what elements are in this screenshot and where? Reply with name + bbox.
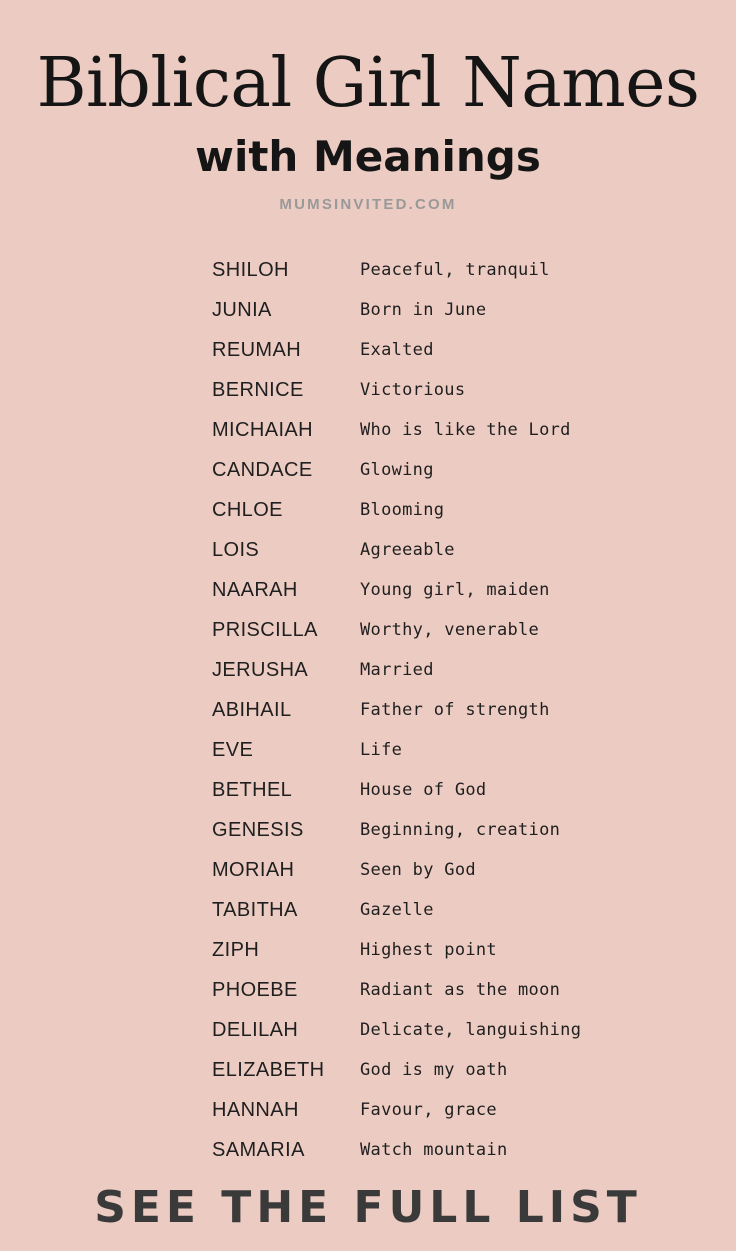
meaning-label: Father of strength xyxy=(360,700,550,720)
list-item xyxy=(212,410,632,450)
meaning-label: Agreeable xyxy=(360,540,455,560)
names-list xyxy=(212,250,632,1170)
name-label: MORIAH xyxy=(212,858,295,881)
list-item xyxy=(212,570,632,610)
name-label: PRISCILLA xyxy=(212,618,318,641)
list-item xyxy=(212,730,632,770)
name-label: LOIS xyxy=(212,538,260,561)
list-item xyxy=(212,1010,632,1050)
name-label: BERNICE xyxy=(212,378,304,401)
meaning-label: Exalted xyxy=(360,340,434,360)
name-label: ABIHAIL xyxy=(212,698,292,721)
meaning-label: Blooming xyxy=(360,500,445,520)
list-item xyxy=(212,850,632,890)
meaning-label: House of God xyxy=(360,780,487,800)
meaning-label: Favour, grace xyxy=(360,1100,497,1120)
list-item xyxy=(212,530,632,570)
name-label: CANDACE xyxy=(212,458,313,481)
list-item xyxy=(212,610,632,650)
meaning-label: Glowing xyxy=(360,460,434,480)
list-item xyxy=(212,1130,632,1170)
meaning-label: God is my oath xyxy=(360,1060,508,1080)
name-label: SAMARIA xyxy=(212,1138,305,1161)
meaning-label: Seen by God xyxy=(360,860,476,880)
meaning-label: Victorious xyxy=(360,380,466,400)
list-item xyxy=(212,1090,632,1130)
meaning-label: Gazelle xyxy=(360,900,434,920)
name-label: SHILOH xyxy=(212,258,289,281)
list-item xyxy=(212,490,632,530)
list-item xyxy=(212,1050,632,1090)
meaning-label: Worthy, venerable xyxy=(360,620,540,640)
meaning-label: Born in June xyxy=(360,300,487,320)
list-item xyxy=(212,370,632,410)
name-label: REUMAH xyxy=(212,338,302,361)
name-label: CHLOE xyxy=(212,498,283,521)
name-label: JUNIA xyxy=(212,298,272,321)
name-label: BETHEL xyxy=(212,778,293,801)
list-item xyxy=(212,450,632,490)
name-label: JERUSHA xyxy=(212,658,309,681)
list-item xyxy=(212,690,632,730)
see-full-list-link[interactable]: SEE THE FULL LIST xyxy=(94,1182,642,1233)
meaning-label: Delicate, languishing xyxy=(360,1020,582,1040)
meaning-label: Beginning, creation xyxy=(360,820,561,840)
list-item xyxy=(212,330,632,370)
meaning-label: Life xyxy=(360,740,403,760)
list-item xyxy=(212,650,632,690)
page-subtitle: with Meanings xyxy=(195,132,541,181)
list-item xyxy=(212,810,632,850)
name-label: GENESIS xyxy=(212,818,304,841)
name-label: DELILAH xyxy=(212,1018,299,1041)
list-item xyxy=(212,890,632,930)
name-label: ELIZABETH xyxy=(212,1058,325,1081)
list-item xyxy=(212,290,632,330)
page-title: Biblical Girl Names xyxy=(36,44,700,123)
list-item xyxy=(212,250,632,290)
name-label: MICHAIAH xyxy=(212,418,313,441)
meaning-label: Watch mountain xyxy=(360,1140,508,1160)
name-label: TABITHA xyxy=(212,898,298,921)
name-label: EVE xyxy=(212,738,254,761)
meaning-label: Highest point xyxy=(360,940,497,960)
meaning-label: Who is like the Lord xyxy=(360,420,571,440)
list-item xyxy=(212,930,632,970)
meaning-label: Married xyxy=(360,660,434,680)
name-label: NAARAH xyxy=(212,578,298,601)
list-item xyxy=(212,970,632,1010)
list-item xyxy=(212,770,632,810)
site-name[interactable]: MUMSINVITED.COM xyxy=(279,196,457,213)
name-label: PHOEBE xyxy=(212,978,298,1001)
name-label: HANNAH xyxy=(212,1098,299,1121)
meaning-label: Peaceful, tranquil xyxy=(360,260,550,280)
name-label: ZIPH xyxy=(212,938,260,961)
meaning-label: Radiant as the moon xyxy=(360,980,561,1000)
meaning-label: Young girl, maiden xyxy=(360,580,550,600)
